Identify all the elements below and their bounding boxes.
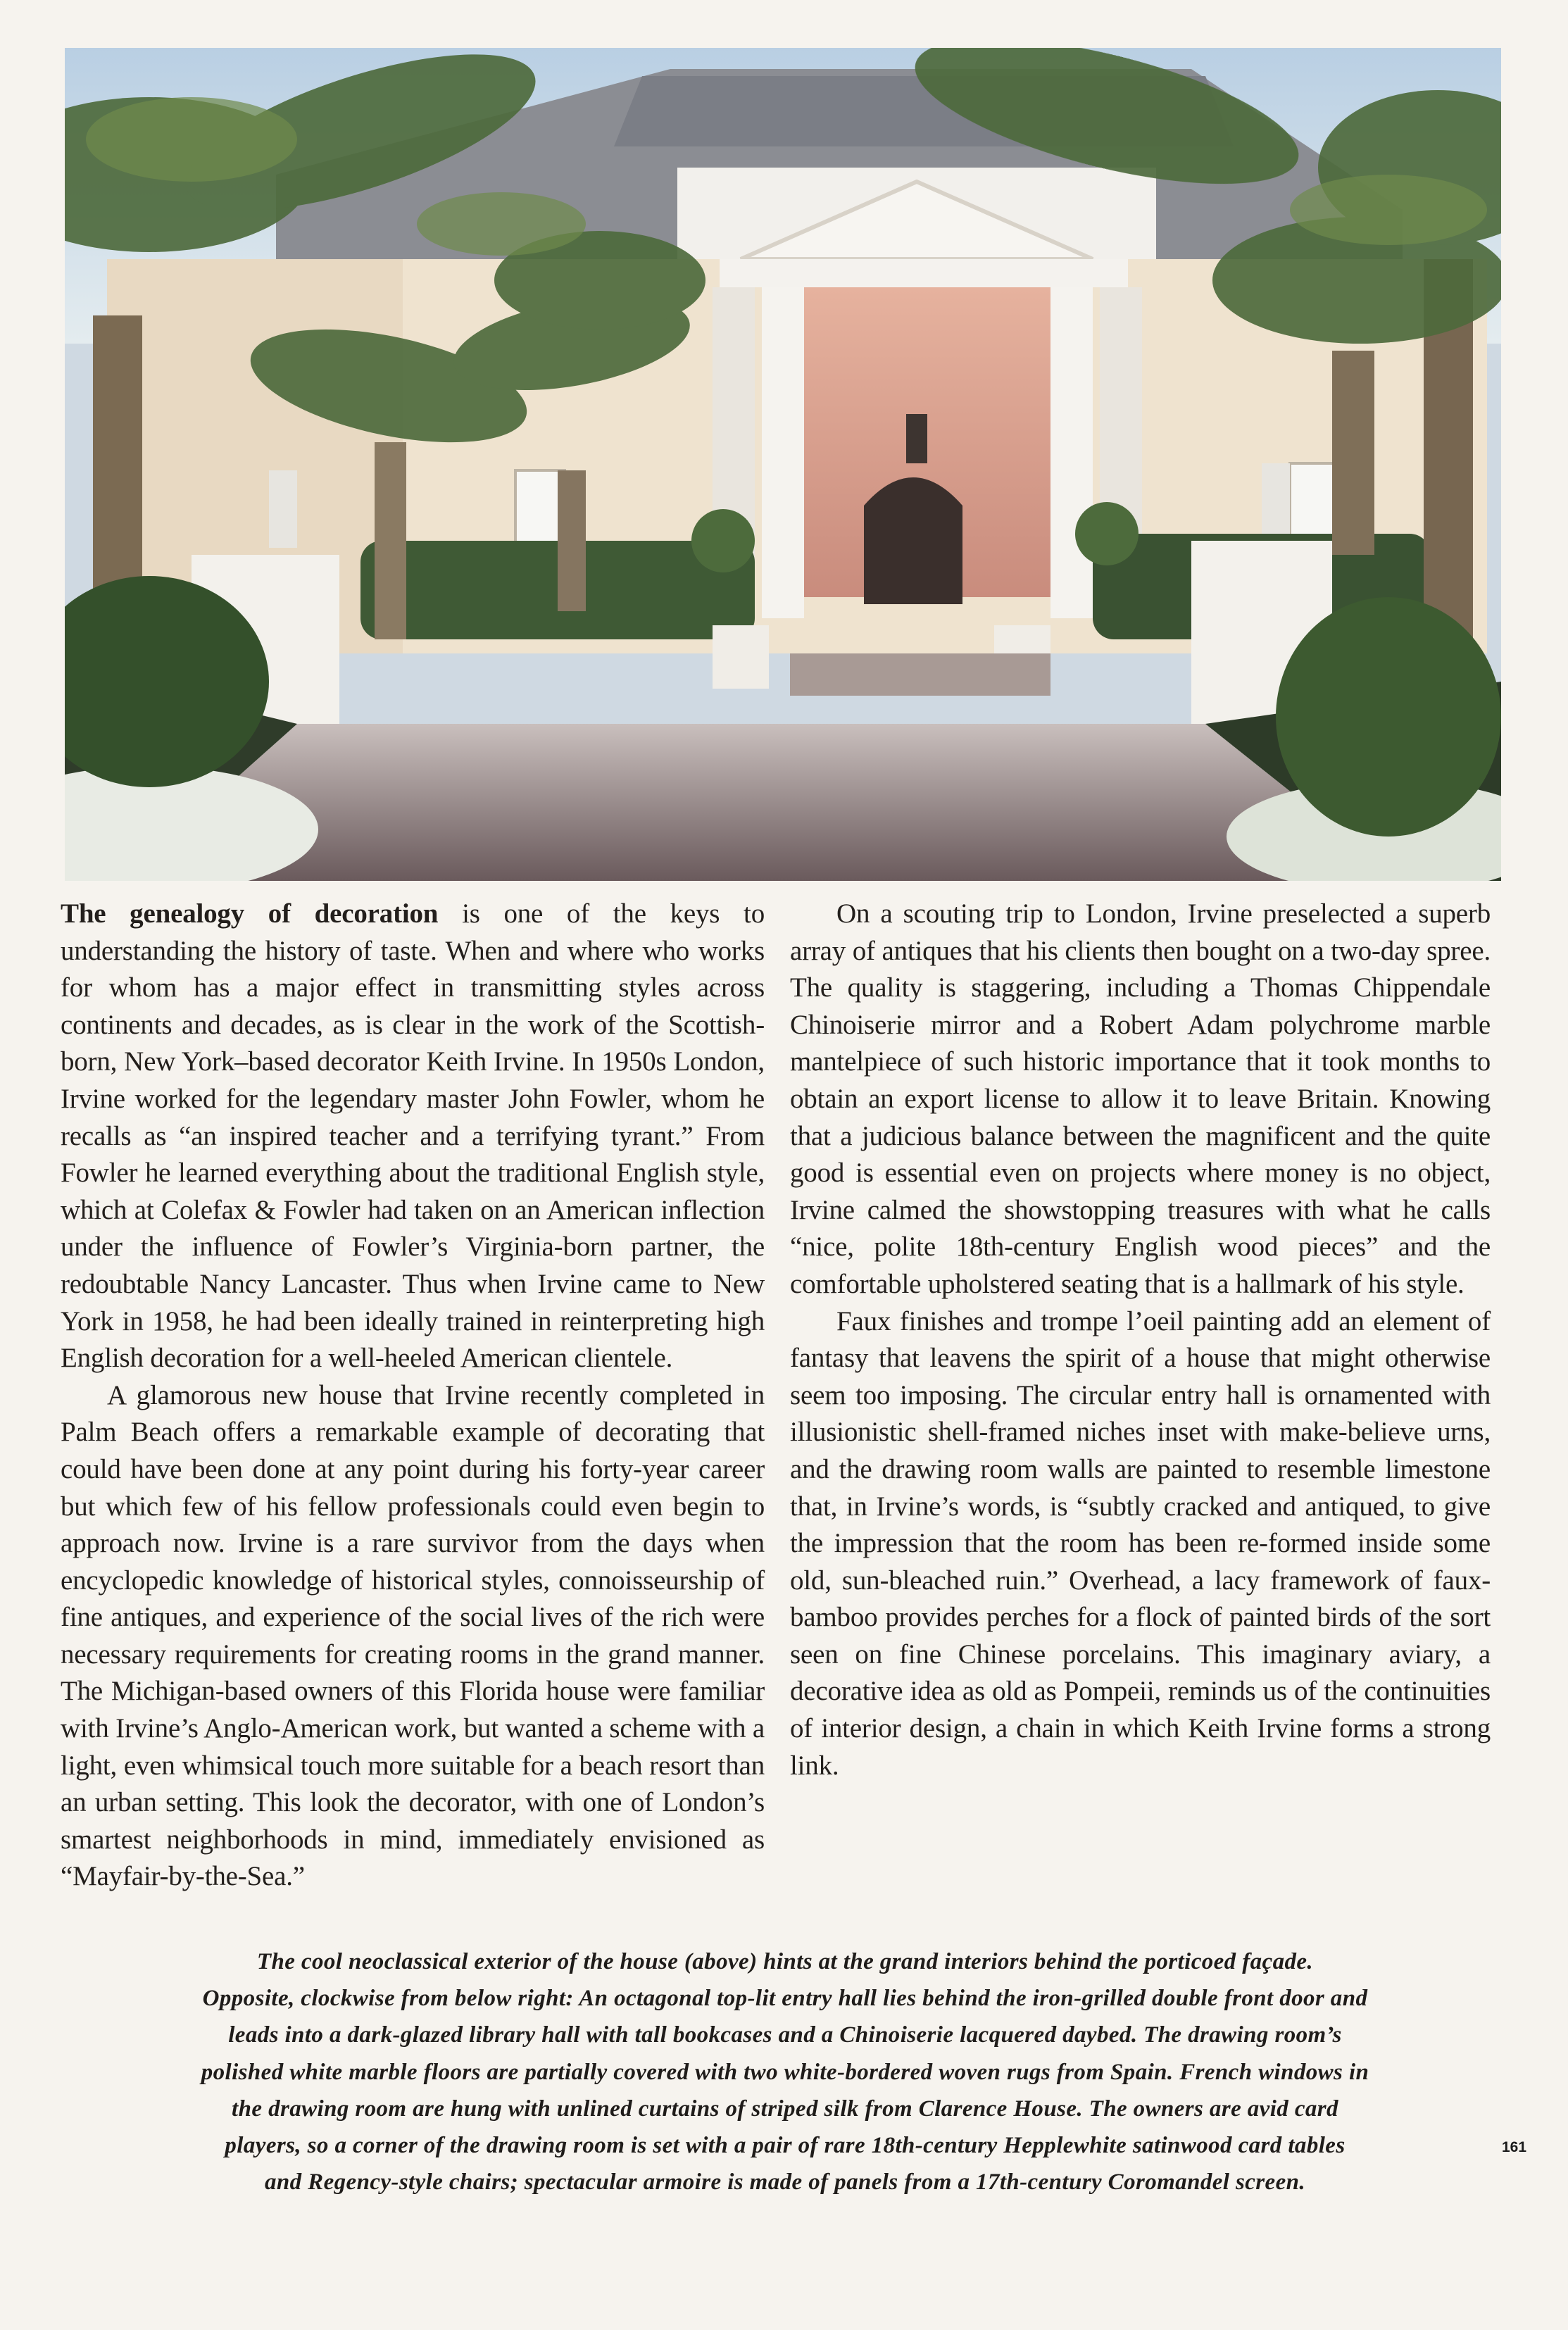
article-paragraph-1-text: is one of the keys to understanding the history of taste. When and where who works for whom has a major effect in transmitting styles across continents and decades, as is clear in the work of the Scottish-born, New York–based decorator Keith Irvine. In 1950s London, Irvine worked for the legendary master John Fowler, whom he recalls as “an inspired teacher and a terrifying tyrant.” From Fowler he learned everything about the traditional English style, which at Colefax & Fowler had taken on an American inflection under the influence of Fowler’s Virginia-born partner, the redoubtable Nancy Lancaster. Thus when Irvine came to New York in 1958, he had been ideally trained in reinterpreting high English decoration for a well-heeled American clientele.	[61, 898, 765, 1374]
article-paragraph-4: Faux finishes and trompe l’oeil painting add an element of fantasy that leavens the spirit of a house that might otherwise seem too imposing. The circular entry hall is ornamented with illusionistic shell-framed niches inset with make-believe urns, and the drawing room walls are painted to resemble limestone that, in Irvine’s words, is “subtly cracked and antiqued, to give the impression that the room has been re-formed inside some old, sun-bleached ruin.” Overhead, a lacy framework of faux-bamboo provides perches for a flock of painted birds of the sort seen on fine Chinese porcelains. This imaginary aviary, a decorative idea as old as Pompeii, reminds us of the continuities of interior design, a chain in which Keith Irvine forms a strong link.	[790, 1305, 1491, 1781]
house-exterior-illustration	[65, 48, 1501, 881]
article-paragraph-3: On a scouting trip to London, Irvine preselected a superb array of antiques that his clients then bought on a two-day spree. The quality is staggering, including a Thomas Chippendale Chinoiserie mirror and a Robert Adam polychrome marble mantelpiece of such historic importance that it took months to obtain an export license to allow it to leave Britain. Knowing that a judicious balance between the magnificent and the quite good is essential even on projects where money is no object, Irvine calmed the showstopping treasures with what he calls “nice, polite 18th-century English wood pieces” and the comfortable upholstered seating that is a hallmark of his style.	[790, 898, 1491, 1299]
article-lead: The genealogy of decoration	[61, 898, 439, 929]
article-column-left	[61, 896, 765, 1896]
article-column-right	[790, 896, 1491, 1784]
caption-line: players, so a corner of the drawing room is set with a pair of rare 18th-century Hepplewhite satinwood card tables	[225, 2133, 1346, 2159]
caption-line: leads into a dark-glazed library hall with tall bookcases and a Chinoiserie lacquered daybed. The drawing room’s	[228, 2022, 1342, 2048]
photo-caption	[56, 1943, 1514, 2200]
caption-line: and Regency-style chairs; spectacular armoire is made of panels from a 17th-century Coromandel screen.	[264, 2169, 1306, 2196]
article-paragraph-2: A glamorous new house that Irvine recently completed in Palm Beach offers a remarkable example of decorating that could have been done at any point during his forty-year career but which few of his fellow professionals could even begin to approach now. Irvine is a rare survivor from the days when encyclopedic knowledge of historical styles, connoisseurship of fine antiques, and experience of the social lives of the rich were necessary requirements for creating rooms in the grand manner. The Michigan-based owners of this Florida house were familiar with Irvine’s Anglo-American work, but wanted a scheme with a light, even whimsical touch more suitable for a beach resort than an urban setting. This look the decorator, with one of London’s smartest neighborhoods in mind, immediately envisioned as “Mayfair-by-the-Sea.”	[61, 1379, 765, 1892]
caption-line: Opposite, clockwise from below right: An octagonal top-lit entry hall lies behind the iron-grilled double front door and	[202, 1986, 1368, 2012]
house-exterior-photo	[65, 48, 1501, 881]
caption-line: The cool neoclassical exterior of the house (above) hints at the grand interiors behind the porticoed façade.	[256, 1949, 1314, 1974]
caption-line: the drawing room are hung with unlined curtains of striped silk from Clarence House. The owners are avid card	[232, 2096, 1338, 2122]
page-number: 161	[1502, 2139, 1527, 2155]
article-paragraph-1	[61, 896, 765, 1377]
caption-line: polished white marble floors are partially covered with two white-bordered woven rugs from Spain. French windows in	[201, 2059, 1369, 2085]
